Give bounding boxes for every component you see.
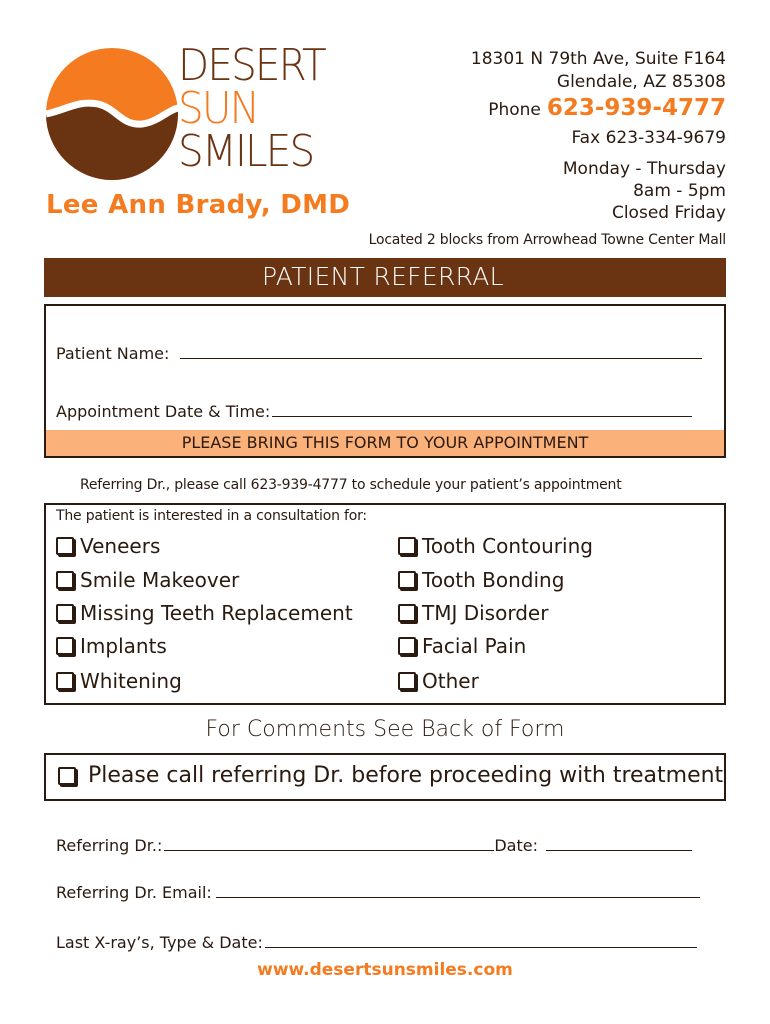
checkbox-icon[interactable]: [56, 571, 74, 589]
date-input[interactable]: [546, 836, 692, 851]
option-label: Smile Makeover: [80, 568, 240, 592]
option-other[interactable]: [398, 669, 479, 693]
appointment-field: [56, 402, 692, 421]
logo-word-desert: DESERT: [178, 40, 325, 91]
appointment-label: Appointment Date & Time:: [56, 402, 271, 421]
option-label: Please call referring Dr. before proceeding with treatment: [88, 763, 724, 788]
fax-number: Fax 623-334-9679: [571, 128, 726, 148]
referring-email-label: Referring Dr. Email:: [56, 883, 212, 902]
appointment-input[interactable]: [272, 402, 692, 417]
form-title-bar: [44, 258, 726, 297]
referring-call-note: Referring Dr., please call 623-939-4777 to schedule your patient’s appointment: [80, 477, 622, 493]
patient-name-label: Patient Name:: [56, 344, 170, 363]
checkbox-icon[interactable]: [58, 767, 76, 785]
hours-closed: Closed Friday: [611, 203, 726, 223]
referring-email-input[interactable]: [216, 883, 700, 898]
phone-label: Phone: [488, 100, 541, 120]
option-label: Other: [422, 669, 479, 693]
checkbox-icon[interactable]: [56, 637, 74, 655]
option-missing-teeth-replacement[interactable]: [56, 601, 353, 625]
logo-word-sun: SUN: [178, 83, 259, 134]
option-label: Missing Teeth Replacement: [80, 601, 353, 625]
referring-dr-field: [56, 836, 692, 855]
patient-name-field: [56, 344, 702, 363]
comments-note: For Comments See Back of Form: [205, 717, 565, 742]
hours-days: Monday - Thursday: [562, 159, 726, 179]
checkbox-icon[interactable]: [398, 537, 416, 555]
xray-input[interactable]: [265, 933, 697, 948]
option-call-referring-dr[interactable]: [58, 763, 723, 788]
option-label: Veneers: [80, 534, 161, 558]
patient-info-box: [44, 304, 726, 458]
option-tmj-disorder[interactable]: [398, 601, 548, 625]
referring-dr-input[interactable]: [164, 836, 494, 851]
bring-form-notice: PLEASE BRING THIS FORM TO YOUR APPOINTMENT: [46, 430, 724, 456]
form-title: PATIENT REFERRAL: [262, 262, 504, 291]
website-link[interactable]: www.desertsunsmiles.com: [257, 960, 513, 980]
option-label: Tooth Bonding: [422, 568, 565, 592]
patient-name-input[interactable]: [180, 344, 702, 359]
option-label: Implants: [80, 634, 167, 658]
xray-label: Last X-ray’s, Type & Date:: [56, 933, 263, 952]
phone-line: [488, 97, 726, 121]
checkbox-icon[interactable]: [56, 604, 74, 622]
option-implants[interactable]: [56, 634, 167, 658]
phone-number[interactable]: 623-939-4777: [546, 95, 726, 121]
address-line-1: 18301 N 79th Ave, Suite F164: [470, 49, 726, 69]
option-label: TMJ Disorder: [422, 601, 549, 625]
referring-email-field: [56, 883, 700, 902]
checkbox-icon[interactable]: [56, 537, 74, 555]
xray-field: [56, 933, 697, 952]
option-label: Whitening: [80, 669, 182, 693]
referring-dr-label: Referring Dr.:: [56, 836, 163, 855]
logo-word-smiles: SMILES: [178, 126, 314, 177]
checkbox-icon[interactable]: [398, 571, 416, 589]
option-label: Facial Pain: [422, 634, 527, 658]
checkbox-icon[interactable]: [398, 672, 416, 690]
option-facial-pain[interactable]: [398, 634, 526, 658]
call-before-box: [44, 753, 726, 801]
address-line-2: Glendale, AZ 85308: [556, 72, 726, 92]
option-tooth-contouring[interactable]: [398, 534, 593, 558]
option-tooth-bonding[interactable]: [398, 568, 564, 592]
doctor-name: Lee Ann Brady, DMD: [46, 190, 351, 220]
location-note: Located 2 blocks from Arrowhead Towne Center Mall: [368, 232, 726, 248]
checkbox-icon[interactable]: [398, 637, 416, 655]
option-label: Tooth Contouring: [422, 534, 593, 558]
checkbox-icon[interactable]: [56, 672, 74, 690]
option-whitening[interactable]: [56, 669, 182, 693]
checkbox-icon[interactable]: [398, 604, 416, 622]
hours-time: 8am - 5pm: [633, 181, 726, 201]
desert-sun-logo-icon: [46, 48, 178, 180]
option-smile-makeover[interactable]: [56, 568, 239, 592]
consultation-label: The patient is interested in a consultation for:: [56, 508, 367, 524]
date-label: Date:: [494, 836, 538, 855]
option-veneers[interactable]: [56, 534, 160, 558]
